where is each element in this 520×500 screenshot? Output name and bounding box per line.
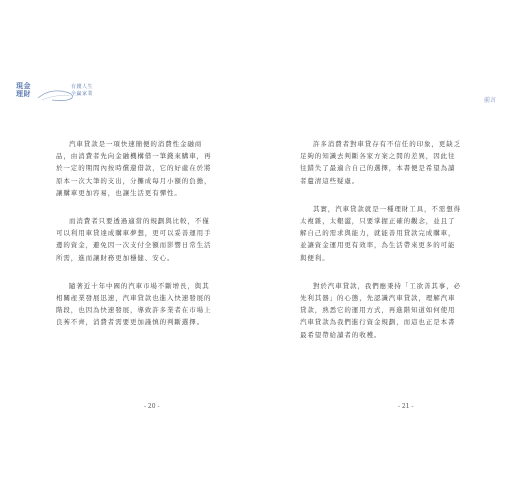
left-paragraph-1: 汽車貸款是一項快速簡便的消費性金融商品，由消費者先向金融機構借一筆錢來購車，再於一定的期間內按時償還借款，它的好處在於將原本一次大筆的支出，分攤成每月小額的負擔，讓購車更加容易，也讓生活更有彈性。 <box>56 140 212 197</box>
left-paragraph-3: 隨著近十年中國的汽車市場不斷增長，與其相關產業發展迅速，汽車貸款也進入快速發展的階段，也因為快速發展，導致許多業者在市場上良莠不齊，消費者需要更加謹慎的判斷選擇。 <box>56 281 212 327</box>
publisher-logo <box>16 82 116 108</box>
right-paragraph-1: 許多消費者對車貸存有不信任的印象，更缺乏足夠的知識去判斷各家方案之間的差異，因此往往錯失了最適合自己的選擇，本書便是希望為讀者釐清這些疑慮。 <box>300 140 461 185</box>
logo-main-text: 現金 理財 <box>16 81 31 98</box>
left-page-number: - 20 - <box>144 403 160 410</box>
right-paragraph-2: 其實，汽車貸款就是一種理財工具，不需想得太複雜，太艱澀，只要掌握正確的觀念，並且了解自己的需求與能力，就能善用貸款完成購車，並讓資金運用更有效率，為生活帶來更多的可能與便利。 <box>300 204 461 262</box>
right-paragraph-3: 對於汽車貸款，我們應秉持「工欲善其事，必先利其器」的心態，先認識汽車貸款，理解汽車貸款，熟悉它的運用方式，再進階知道如何使用汽車貸款為我們進行資金規劃，而這也正是本書最希望帶給讀者的收穫。 <box>300 281 461 339</box>
right-body-text <box>300 138 462 357</box>
logo-swoosh-icon <box>36 86 76 104</box>
left-body-text <box>56 138 216 345</box>
chapter-mark: 前言 <box>484 97 497 104</box>
left-paragraph-2: 而消費者只要透過適當的規劃與比較，不僅可以利用車貸達成購車夢想，更可以妥善運用手邊的資金，避免因一次支付全額而影響日常生活所需，進而讓財務更加穩健、安心。 <box>56 217 212 262</box>
right-page-number: - 21 - <box>398 403 414 410</box>
logo-sub-text: 有錢人生 全贏家業 <box>71 84 94 97</box>
